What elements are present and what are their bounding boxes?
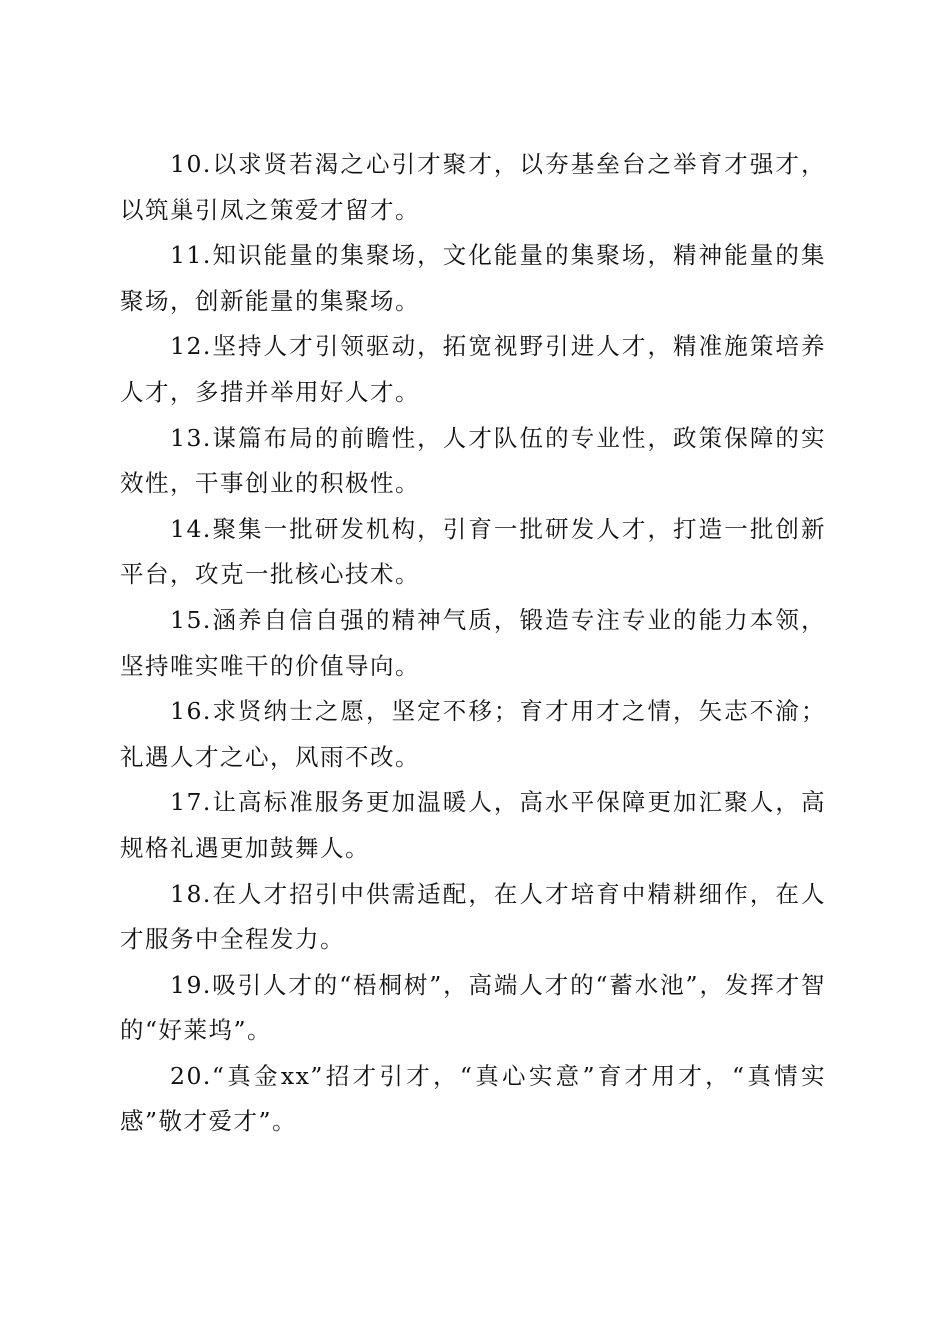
paragraph-16: 16.求贤纳士之愿，坚定不移；育才用才之情，矢志不渝；礼遇人才之心，风雨不改。 (120, 697, 826, 771)
paragraph-19: 19.吸引人才的“梧桐树”，高端人才的“蓄水池”，发挥才智的“好莱坞”。 (120, 970, 826, 1045)
paragraph-17: 17.让高标准服务更加温暖人，高水平保障更加汇聚人，高规格礼遇更加鼓舞人。 (120, 788, 826, 862)
paragraph-10: 10.以求贤若渴之心引才聚才，以夯基垒台之举育才强才，以筑巢引凤之策爱才留才。 (120, 150, 826, 224)
paragraph-14: 14.聚集一批研发机构，引育一批研发人才，打造一批创新平台，攻克一批核心技术。 (120, 514, 826, 589)
document-body (120, 142, 826, 1145)
paragraph-12: 12.坚持人才引领驱动，拓宽视野引进人才，精准施策培养人才，多措并举用好人才。 (120, 332, 826, 406)
paragraph-20: 20.“真金xx”招才引才，“真心实意”育才用才，“真情实感”敬才爱才”。 (120, 1061, 826, 1136)
paragraph-18: 18.在人才招引中供需适配，在人才培育中精耕细作，在人才服务中全程发力。 (120, 879, 826, 954)
paragraph-13: 13.谋篇布局的前瞻性，人才队伍的专业性，政策保障的实效性，干事创业的积极性。 (120, 423, 826, 498)
paragraph-11: 11.知识能量的集聚场，文化能量的集聚场，精神能量的集聚场，创新能量的集聚场。 (120, 241, 826, 315)
paragraph-15: 15.涵养自信自强的精神气质，锻造专注专业的能力本领，坚持唯实唯干的价值导向。 (120, 605, 826, 680)
